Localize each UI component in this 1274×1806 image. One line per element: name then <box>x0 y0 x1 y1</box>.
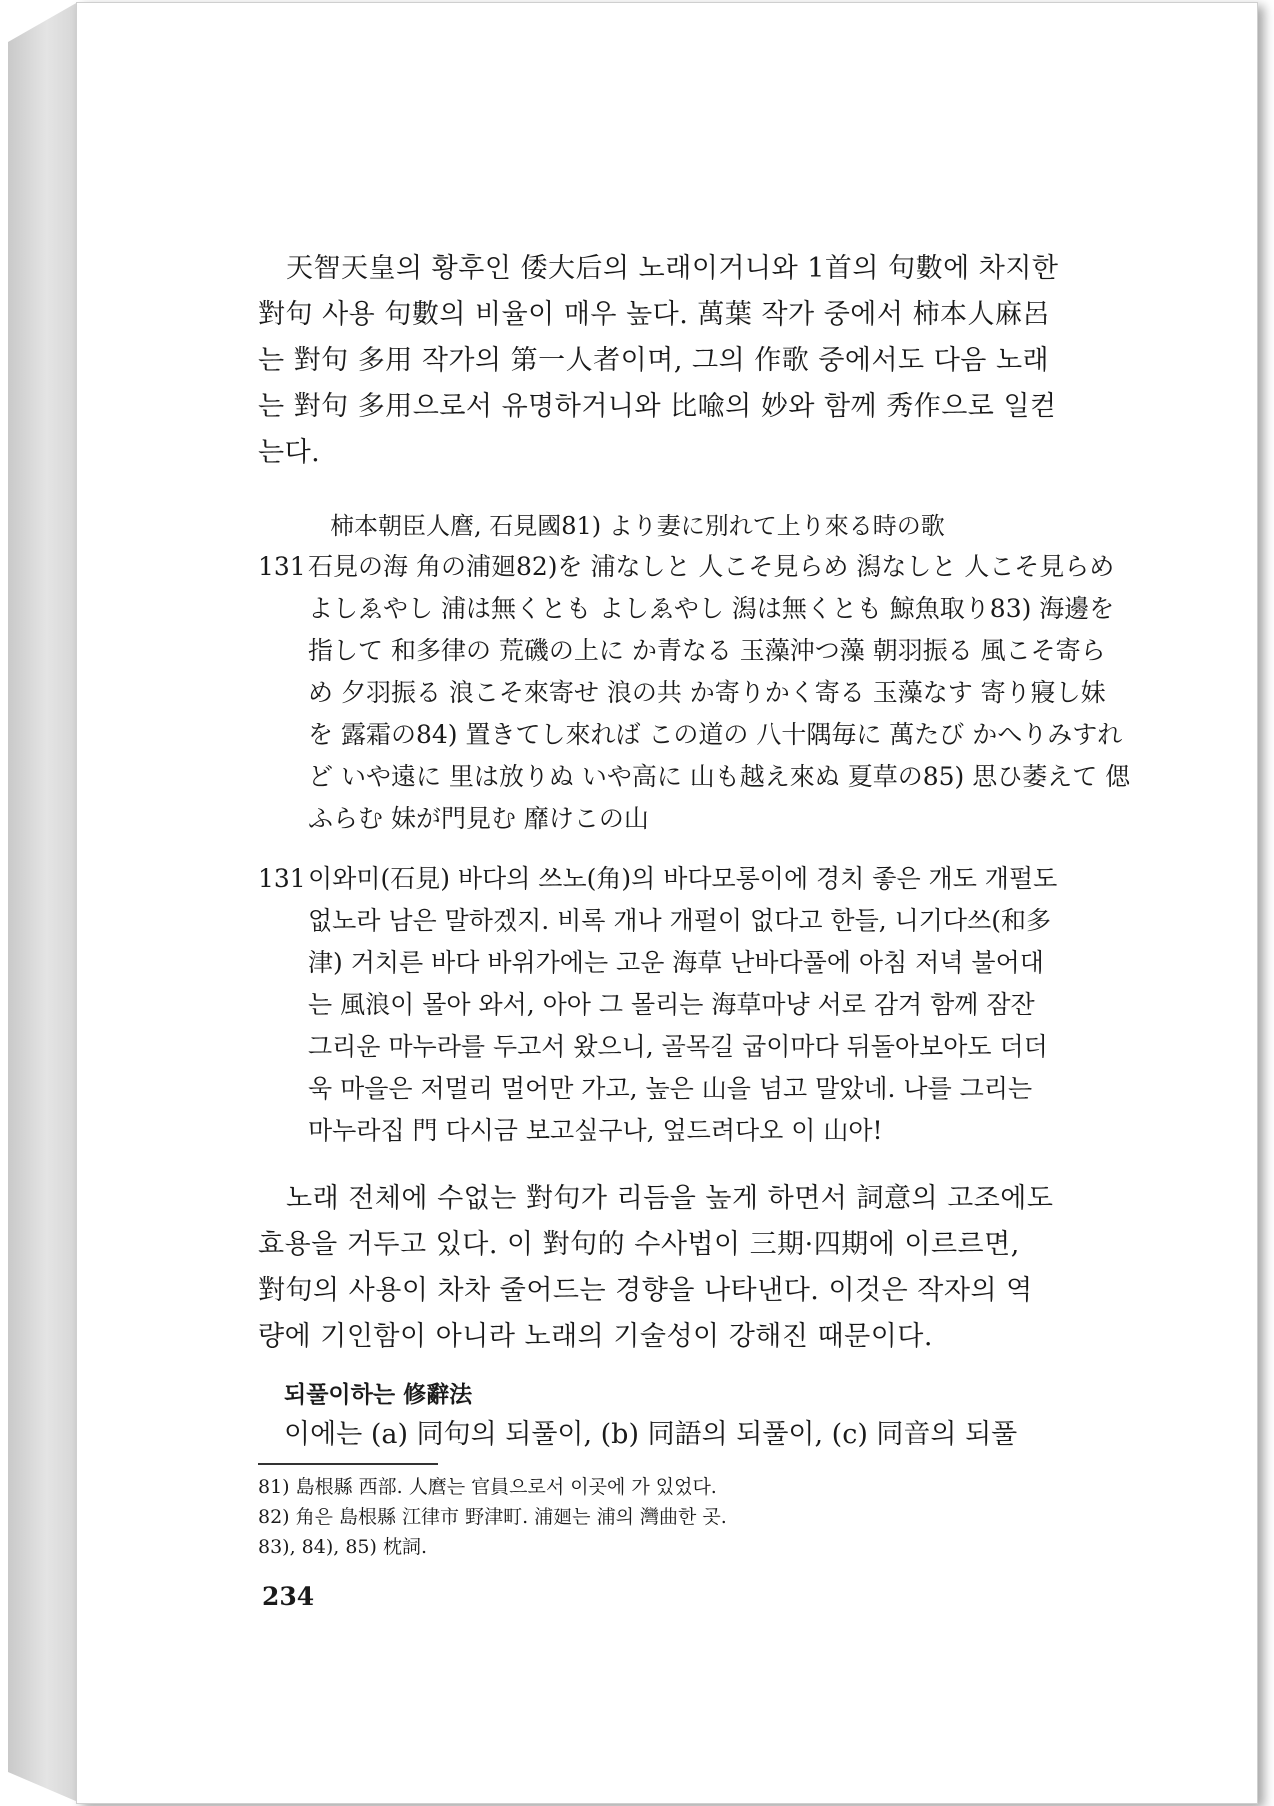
intro-line: 天智天皇의 황후인 倭大后의 노래이거니와 1首의 句數에 차지한 <box>286 253 1059 284</box>
footnote: 81) 島根縣 西部. 人麿는 官員으로서 이곳에 가 있었다. <box>258 1476 717 1498</box>
translation-line: 없노라 남은 말하겠지. 비록 개나 개펄이 없다고 한들, 니기다쓰(和多 <box>308 906 1051 935</box>
poem-line: め 夕羽振る 浪こそ來寄せ 浪の共 か寄りかく寄る 玉藻なす 寄り寢し妹 <box>308 678 1106 707</box>
translation-number: 131 <box>258 864 306 893</box>
body-line: 노래 전체에 수없는 對句가 리듬을 높게 하면서 詞意의 고조에도 <box>286 1183 1054 1214</box>
intro-line: 는다. <box>258 437 321 468</box>
footnote-rule <box>258 1463 438 1465</box>
translation-line: 津) 거치른 바다 바위가에는 고운 海草 난바다풀에 아침 저녁 불어대 <box>308 948 1044 977</box>
footnote: 82) 角은 島根縣 江律市 野津町. 浦廻는 浦의 灣曲한 곳. <box>258 1506 727 1528</box>
translation-line: 는 風浪이 몰아 와서, 아아 그 몰리는 海草마냥 서로 감겨 함께 잠잔 <box>308 990 1035 1019</box>
intro-line: 는 對句 多用으로서 유명하거니와 比喩의 妙와 함께 秀作으로 일컫 <box>258 391 1057 422</box>
poem-line: ふらむ 妹が門見む 靡けこの山 <box>308 804 649 833</box>
poem-japanese <box>258 546 1131 840</box>
poem-number: 131 <box>258 552 306 581</box>
intro-paragraph <box>258 246 1080 476</box>
poem-line: を 露霜の84) 置きてし來れば この道の 八十隅毎に 萬たび かへりみすれ <box>308 720 1123 749</box>
poem-line: よしゑやし 浦は無くとも よしゑやし 潟は無くとも 鯨魚取り83) 海邊を <box>308 594 1115 623</box>
translation-line: 욱 마을은 저멀리 멀어만 가고, 높은 山을 넘고 말았네. 나를 그리는 <box>308 1074 1033 1103</box>
body-paragraph <box>258 1176 1080 1360</box>
page-number: 234 <box>262 1582 315 1611</box>
intro-line: 對句 사용 句數의 비율이 매우 높다. 萬葉 작가 중에서 柿本人麻呂 <box>258 299 1051 330</box>
translation-line: 마누라집 門 다시금 보고싶구나, 엎드려다오 이 山아! <box>308 1116 883 1145</box>
body-line: 효용을 거두고 있다. 이 對句的 수사법이 三期·四期에 이르르면, <box>258 1229 1020 1260</box>
intro-line: 는 對句 多用 작가의 第一人者이며, 그의 作歌 중에서도 다음 노래 <box>258 345 1050 376</box>
footnote: 83), 84), 85) 枕詞. <box>258 1536 428 1558</box>
poem-line: 指して 和多律の 荒磯の上に か青なる 玉藻沖つ藻 朝羽振る 風こそ寄ら <box>308 636 1106 665</box>
section-heading: 되풀이하는 修辭法 <box>284 1381 473 1408</box>
section-first-line: 이에는 (a) 同句의 되풀이, (b) 同語의 되풀이, (c) 同音의 되풀 <box>284 1419 1018 1450</box>
poem-translation <box>258 858 1088 1152</box>
translation-line: 그리운 마누라를 두고서 왔으니, 골목길 굽이마다 뒤돌아보아도 더더 <box>308 1032 1048 1061</box>
translation-line: 131이와미(石見) 바다의 쓰노(角)의 바다모롱이에 경치 좋은 개도 개펄도 <box>258 858 1088 900</box>
body-line: 對句의 사용이 차차 줄어드는 경향을 나타낸다. 이것은 작자의 역 <box>258 1275 1033 1306</box>
poem-line: 131石見の海 角の浦廻82)を 浦なしと 人こそ見らめ 潟なしと 人こそ見らめ <box>258 546 1088 588</box>
body-line: 량에 기인함이 아니라 노래의 기술성이 강해진 때문이다. <box>258 1321 933 1352</box>
poem-line: ど いや遠に 里は放りぬ いや高に 山も越え來ぬ 夏草の85) 思ひ萎えて 偲 <box>308 762 1131 791</box>
book-spine <box>8 2 78 1802</box>
footnotes <box>258 1472 727 1562</box>
poem-title: 柿本朝臣人麿, 石見國81) より妻に別れて上り來る時の歌 <box>330 512 945 540</box>
